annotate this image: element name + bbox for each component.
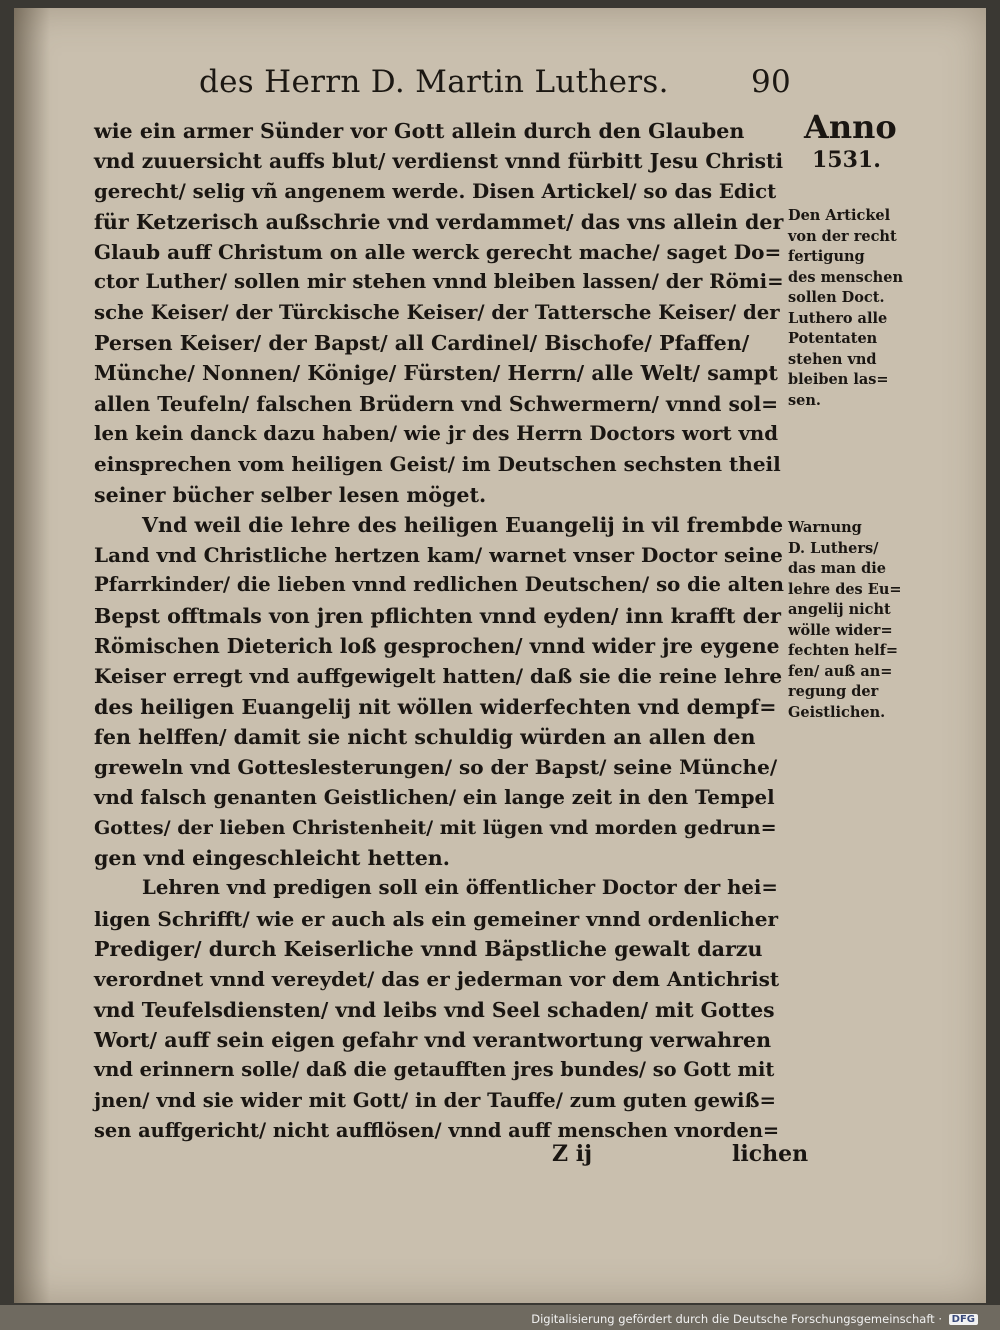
gloss-line: angelij nicht: [788, 601, 891, 618]
gloss-line: D. Luthers/: [788, 539, 879, 557]
text-line: Römischen Dieterich loß gesprochen/ vnnd wider jre eygene: [94, 634, 780, 659]
text-line: seiner bücher selber lesen möget.: [94, 482, 487, 507]
text-line: des heiligen Euangelij nit wöllen widerfechten vnd dempf=: [94, 694, 777, 719]
running-head-title: des Herrn D. Martin Luthers.: [199, 64, 669, 100]
gloss-line: wölle wider=: [788, 621, 893, 639]
gloss-line: Luthero alle: [788, 309, 888, 327]
margin-year-note: [804, 108, 914, 174]
body-text: [94, 116, 784, 1146]
text-line: für Ketzerisch außschrie vnd verdammet/ das vns allein der: [94, 209, 784, 234]
marginal-gloss-justification: [788, 206, 914, 411]
text-line: ligen Schrifft/ wie er auch als ein gemeiner vnnd ordenlicher: [94, 906, 779, 931]
text-line: wie ein armer Sünder vor Gott allein durch den Glauben: [94, 119, 745, 143]
text-line: jnen/ vnd sie wider mit Gott/ in der Tauffe/ zum guten gewiß=: [94, 1088, 776, 1112]
text-line: Münche/ Nonnen/ Könige/ Fürsten/ Herrn/ alle Welt/ sampt: [94, 361, 778, 386]
text-line: Pfarrkinder/ die lieben vnnd redlichen Deutschen/ so die alten: [94, 573, 784, 597]
text-line: Keiser erregt vnd auffgewigelt hatten/ daß sie die reine lehre: [94, 664, 783, 689]
text-line: Gottes/ der lieben Christenheit/ mit lügen vnd morden gedrun=: [94, 815, 777, 839]
gloss-line: bleiben las=: [788, 371, 889, 388]
dfg-logo-icon: DFG: [949, 1314, 978, 1325]
text-line: sche Keiser/ der Türckische Keiser/ der Tattersche Keiser/ der: [94, 300, 780, 324]
text-line: vnd falsch genanten Geistlichen/ ein lange zeit in den Tempel: [94, 785, 775, 809]
text-line: vnd Teufelsdiensten/ vnd leibs vnd Seel schaden/ mit Gottes: [94, 997, 775, 1022]
catchword: lichen: [732, 1141, 809, 1167]
text-line: gen vnd eingeschleicht hetten.: [94, 846, 450, 871]
gloss-line: fechten helf=: [788, 642, 899, 659]
gloss-line: Geistlichen.: [788, 703, 886, 721]
signature-mark: Z ij: [552, 1141, 593, 1167]
paragraph-start-line: Lehren vnd predigen soll ein öffentlicher Doctor der hei=: [142, 876, 778, 900]
gloss-line: Potentaten: [788, 330, 878, 347]
text-line: greweln vnd Gotteslesterungen/ so der Bapst/ seine Münche/: [94, 755, 778, 780]
gloss-line: von der recht: [788, 227, 897, 245]
text-line: sen auffgericht/ nicht aufflösen/ vnnd auff menschen vnorden=: [94, 1118, 780, 1142]
text-line: verordnet vnnd vereydet/ das er jederman vor dem Antichrist: [94, 967, 780, 992]
paragraph-start-line: Vnd weil die lehre des heiligen Euangelij in vil frembde: [142, 512, 784, 537]
gloss-line: stehen vnd: [788, 350, 877, 368]
text-line: Prediger/ durch Keiserliche vnnd Bäpstliche gewalt darzu: [94, 937, 763, 962]
text-line: vnd erinnern solle/ daß die getaufften jres bundes/ so Gott mit: [94, 1058, 775, 1082]
text-line: Bepst offtmals von jren pflichten vnnd eyden/ inn krafft der: [94, 603, 781, 628]
digitization-credit: [531, 1312, 978, 1326]
text-line: Persen Keiser/ der Bapst/ all Cardinel/ Bischofe/ Pfaffen/: [94, 331, 750, 356]
text-line: einsprechen vom heiligen Geist/ im Deutschen sechsten theil: [94, 452, 781, 477]
page-number: 90: [750, 64, 791, 100]
gloss-line: Den Artickel: [788, 207, 891, 224]
gloss-line: regung der: [788, 683, 879, 700]
running-head: [199, 64, 789, 100]
gloss-line: fen/ auß an=: [788, 662, 893, 680]
credit-text: Digitalisierung gefördert durch die Deutsche Forschungsgemeinschaft ·: [531, 1312, 942, 1326]
page-footer-line: [94, 1141, 809, 1171]
gloss-line: sollen Doct.: [788, 289, 885, 306]
gloss-line: Warnung: [788, 519, 862, 536]
text-line: fen helffen/ damit sie nicht schuldig würden an allen den: [94, 724, 756, 749]
gloss-line: das man die: [788, 560, 886, 577]
text-line: Land vnd Christliche hertzen kam/ warnet vnser Doctor seine: [94, 543, 783, 568]
text-line: vnd zuuersicht auffs blut/ verdienst vnnd fürbitt Jesu Christi: [94, 149, 784, 174]
margin-anno: Anno: [804, 108, 897, 146]
marginal-gloss-warning: [788, 518, 914, 723]
gloss-line: lehre des Eu=: [788, 580, 902, 598]
text-line: gerecht/ selig vñ angenem werde. Disen Artickel/ so das Edict: [94, 179, 777, 203]
text-line: Glaub auff Christum on alle werck gerecht mache/ saget Do=: [94, 240, 782, 265]
book-page: [14, 8, 986, 1303]
margin-year: 1531.: [812, 147, 881, 173]
gloss-line: sen.: [788, 391, 821, 409]
text-line: len kein danck dazu haben/ wie jr des Herrn Doctors wort vnd: [94, 421, 778, 445]
text-line: Wort/ auff sein eigen gefahr vnd verantwortung verwahren: [94, 1027, 772, 1052]
gloss-line: des menschen: [788, 268, 903, 286]
gloss-line: fertigung: [788, 248, 865, 265]
text-line: allen Teufeln/ falschen Brüdern vnd Schwermern/ vnnd sol=: [94, 391, 779, 416]
text-line: ctor Luther/ sollen mir stehen vnnd bleiben lassen/ der Römi=: [94, 270, 784, 294]
